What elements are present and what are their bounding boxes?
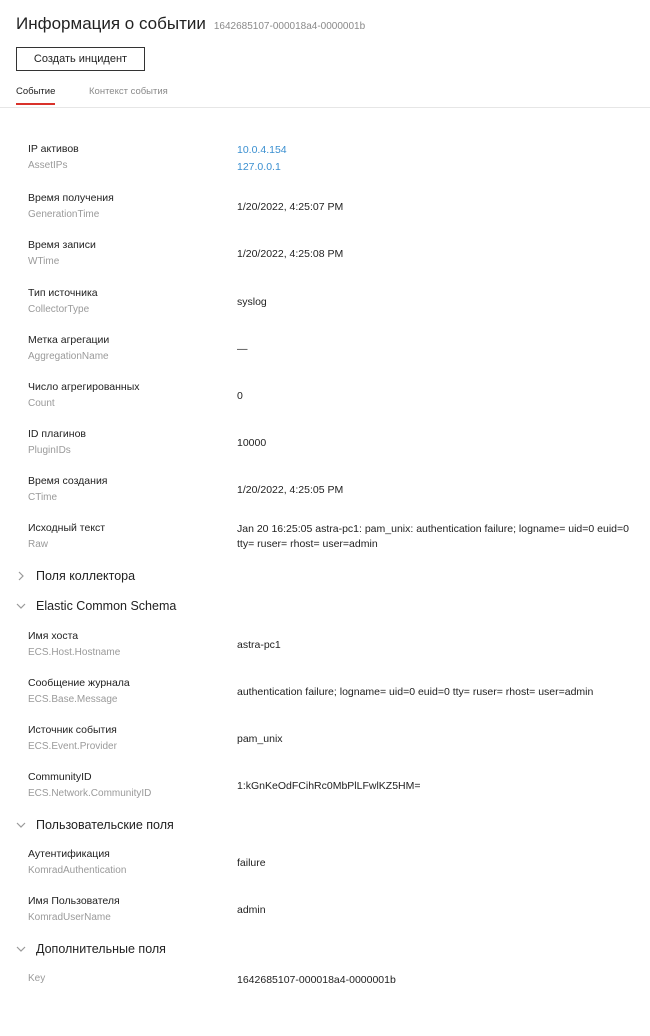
section-title: Пользовательские поля bbox=[36, 818, 174, 832]
field-key: AggregationName bbox=[28, 351, 109, 362]
field-key: CTime bbox=[28, 492, 58, 503]
field-value: Jan 20 16:25:05 astra-pc1: pam_unix: authentication failure; logname= uid=0 euid=0 tty= ruser= rhost= user=admin bbox=[237, 523, 629, 550]
field-value: 1/20/2022, 4:25:07 PM bbox=[237, 201, 344, 213]
field-value: 0 bbox=[237, 390, 243, 402]
tab-event[interactable]: Событие bbox=[16, 86, 55, 105]
field-key: ECS.Event.Provider bbox=[28, 741, 117, 752]
asset-ip-link[interactable]: 10.0.4.154 bbox=[237, 144, 287, 156]
field-key: GenerationTime bbox=[28, 209, 100, 220]
field-label: CommunityID bbox=[28, 771, 92, 783]
field-key-name: Key bbox=[28, 973, 46, 984]
field-label: Число агрегированных bbox=[28, 381, 140, 393]
section-custom-fields[interactable] bbox=[14, 818, 174, 832]
section-collector-fields[interactable] bbox=[14, 569, 135, 583]
section-title: Дополнительные поля bbox=[36, 942, 166, 956]
section-extra-fields[interactable] bbox=[14, 942, 166, 956]
field-value: 1642685107-000018a4-0000001b bbox=[237, 974, 396, 986]
tab-event-context[interactable]: Контекст события bbox=[89, 86, 168, 97]
field-value: failure bbox=[237, 857, 266, 869]
field-value: 1:kGnKeOdFCihRc0MbPlLFwlKZ5HM= bbox=[237, 780, 421, 792]
field-label: Источник события bbox=[28, 724, 117, 736]
field-value: — bbox=[237, 343, 248, 355]
section-ecs[interactable] bbox=[14, 599, 176, 613]
field-key: AssetIPs bbox=[28, 160, 68, 171]
event-id: 1642685107-000018a4-0000001b bbox=[213, 21, 366, 32]
field-value: admin bbox=[237, 904, 266, 916]
field-value: astra-pc1 bbox=[237, 639, 281, 651]
field-label: Сообщение журнала bbox=[28, 677, 130, 689]
page-title: Информация о событии bbox=[16, 14, 206, 33]
field-key: ECS.Host.Hostname bbox=[28, 647, 121, 658]
field-value: authentication failure; logname= uid=0 euid=0 tty= ruser= rhost= user=admin bbox=[237, 686, 594, 698]
field-value: 10000 bbox=[237, 437, 267, 449]
field-value: syslog bbox=[237, 296, 267, 308]
field-key: CollectorType bbox=[28, 304, 90, 315]
section-title: Поля коллектора bbox=[36, 569, 136, 583]
section-title: Elastic Common Schema bbox=[36, 599, 177, 613]
tab-bar bbox=[0, 86, 650, 108]
field-label: Тип источника bbox=[28, 287, 98, 299]
field-label: IP активов bbox=[28, 143, 79, 155]
field-label: Время создания bbox=[28, 475, 108, 487]
asset-ip-link[interactable]: 127.0.0.1 bbox=[237, 161, 281, 173]
field-value bbox=[237, 143, 632, 175]
field-key: ECS.Network.CommunityID bbox=[28, 788, 152, 799]
field-key: Raw bbox=[28, 539, 49, 550]
chevron-down-icon bbox=[14, 599, 28, 613]
field-key: KomradAuthentication bbox=[28, 865, 127, 876]
field-value: pam_unix bbox=[237, 733, 283, 745]
field-key: PluginIDs bbox=[28, 445, 71, 456]
field-key: KomradUserName bbox=[28, 912, 111, 923]
field-label: Метка агрегации bbox=[28, 334, 110, 346]
chevron-down-icon bbox=[14, 818, 28, 832]
field-label: Время записи bbox=[28, 239, 96, 251]
chevron-right-icon bbox=[14, 569, 28, 583]
field-label: Аутентификация bbox=[28, 848, 110, 860]
page-header bbox=[16, 14, 365, 34]
field-label: Время получения bbox=[28, 192, 114, 204]
field-label: Имя Пользователя bbox=[28, 895, 120, 907]
field-key: WTime bbox=[28, 256, 60, 267]
chevron-down-icon bbox=[14, 942, 28, 956]
field-label: Имя хоста bbox=[28, 630, 79, 642]
field-value: 1/20/2022, 4:25:08 PM bbox=[237, 248, 344, 260]
field-value: 1/20/2022, 4:25:05 PM bbox=[237, 484, 344, 496]
field-key: Count bbox=[28, 398, 55, 409]
field-key: ECS.Base.Message bbox=[28, 694, 118, 705]
field-label: ID плагинов bbox=[28, 428, 86, 440]
create-incident-button[interactable]: Создать инцидент bbox=[16, 47, 145, 71]
field-label: Исходный текст bbox=[28, 522, 106, 534]
